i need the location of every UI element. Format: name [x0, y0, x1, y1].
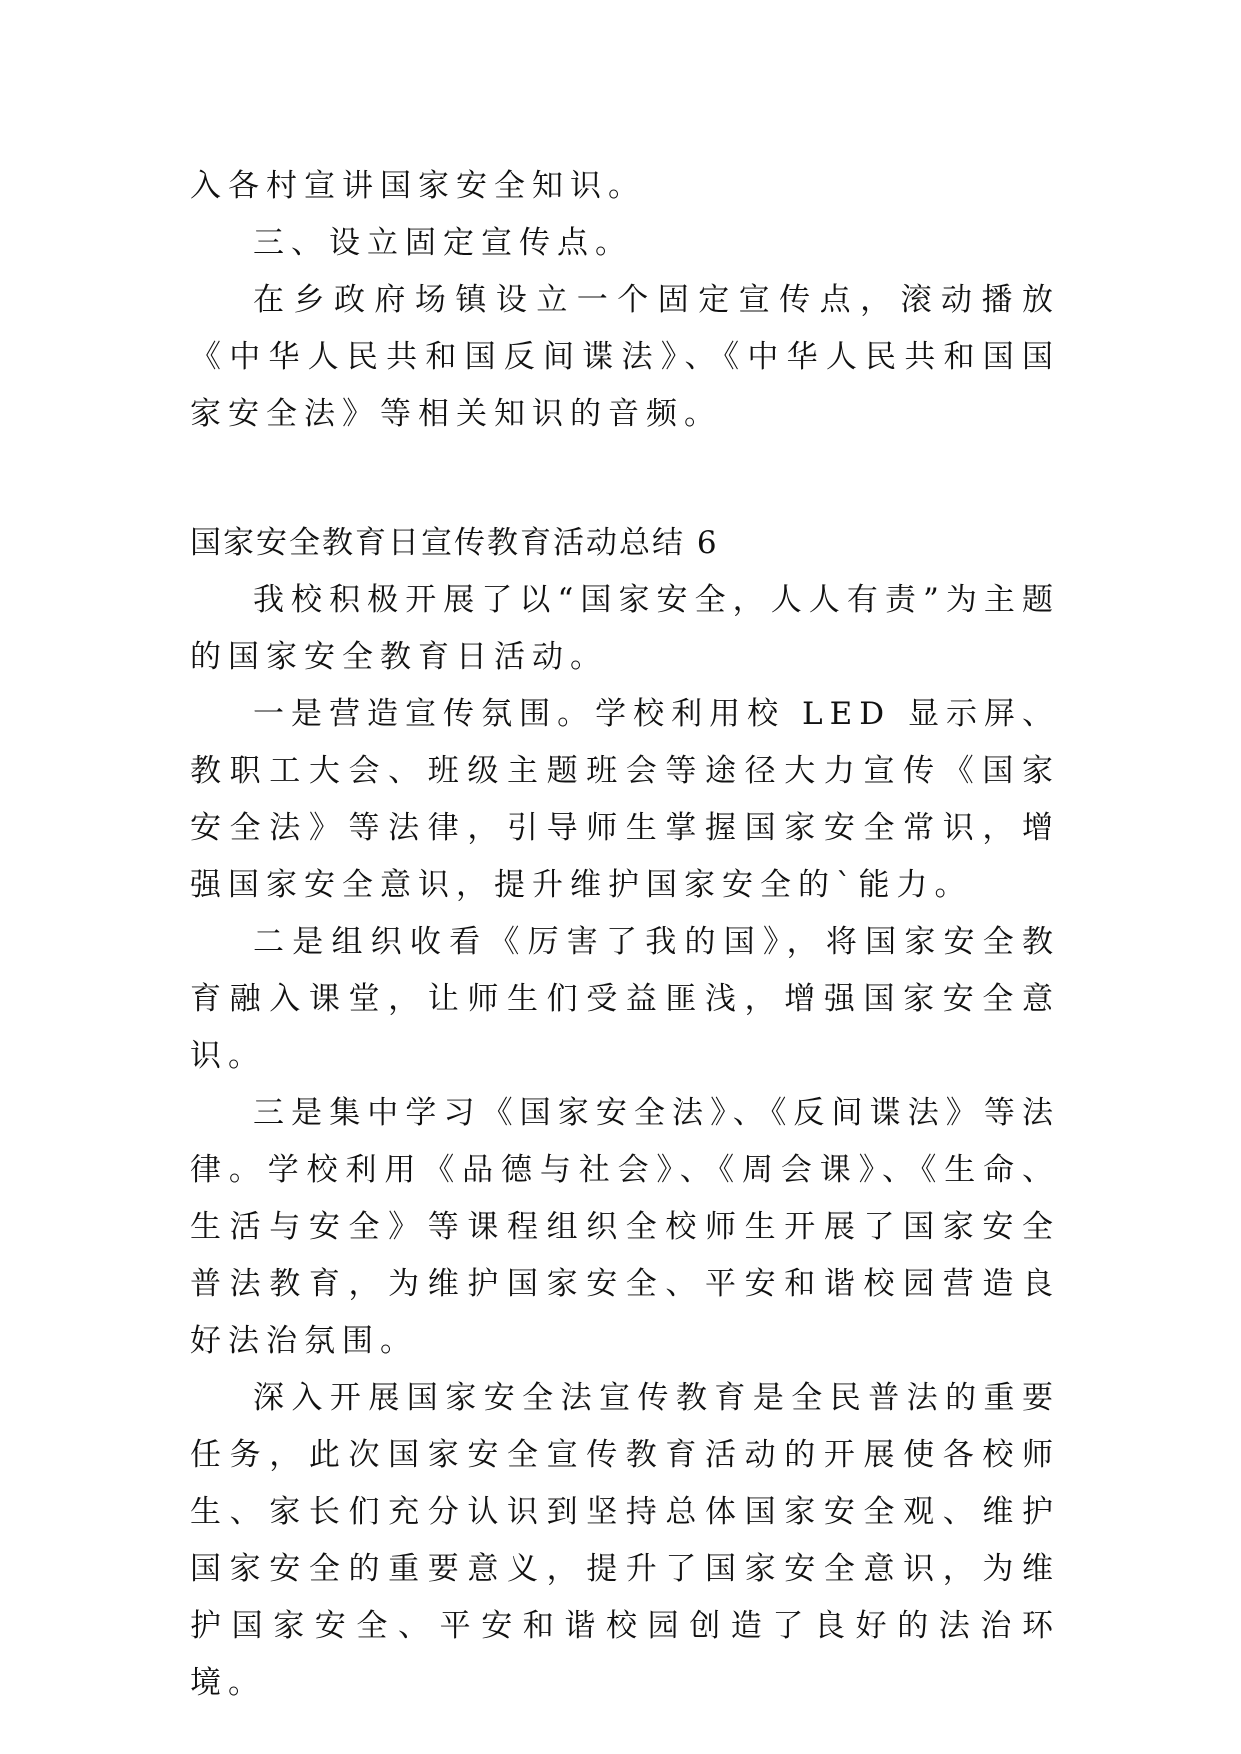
paragraph: 三是集中学习《国家安全法》、《反间谍法》等法律。学校利用《品德与社会》、《周会课》、《生命、生活与安全》等课程组织全校师生开展了国家安全普法教育，为维护国家安全、平安和谐校园营造良好法治氛围。 [190, 1095, 1060, 1359]
paragraph: 我校积极开展了以“国家安全，人人有责”为主题的国家安全教育日活动。 [190, 582, 1060, 675]
paragraph: 二是组织收看《厉害了我的国》，将国家安全教育融入课堂，让师生们受益匪浅，增强国家安全意识。 [190, 924, 1060, 1074]
paragraph: 一是营造宣传氛围。学校利用校 LED 显示屏、教职工大会、班级主题班会等途径大力宣传《国家安全法》等法律，引导师生掌握国家安全常识，增强国家安全意识，提升维护国家安全的`能力。 [190, 696, 1060, 903]
paragraph: 深入开展国家安全法宣传教育是全民普法的重要任务，此次国家安全宣传教育活动的开展使各校师生、家长们充分认识到坚持总体国家安全观、维护国家安全的重要意义，提升了国家安全意识，为维护国家安全、平安和谐校园创造了良好的法治环境。 [190, 1380, 1060, 1701]
section-continuation [190, 158, 1060, 443]
section-summary-6 [190, 515, 1060, 1712]
section-title: 国家安全教育日宣传教育活动总结 6 [190, 525, 719, 561]
paragraph: 在乡政府场镇设立一个固定宣传点，滚动播放《中华人民共和国反间谍法》、《中华人民共和国国家安全法》等相关知识的音频。 [190, 282, 1060, 432]
subheading: 三、设立固定宣传点。 [253, 225, 633, 261]
paragraph: 入各村宣讲国家安全知识。 [190, 168, 646, 204]
